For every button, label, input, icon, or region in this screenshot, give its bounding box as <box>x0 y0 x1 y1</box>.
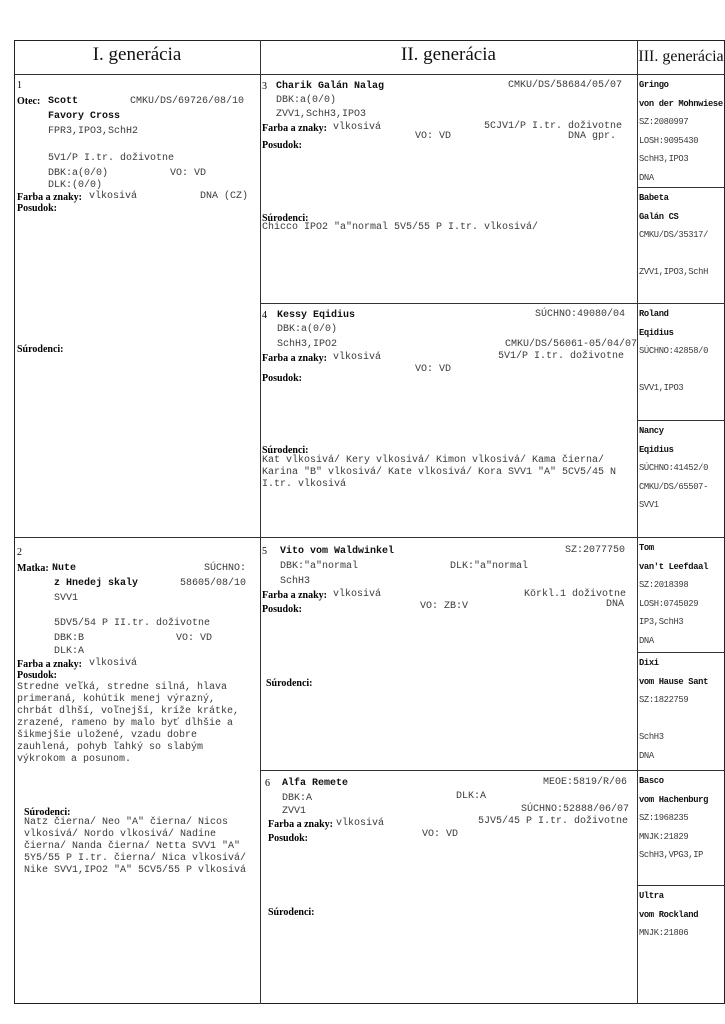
dog-vo: VO: VD <box>422 829 459 840</box>
sire-kennel: Favory Cross <box>48 111 121 122</box>
gen3-divider <box>637 187 725 188</box>
dog-dlk: DLK:A <box>456 791 487 802</box>
sire-number: 1 <box>17 80 22 91</box>
dog-kennel: vom Hause Sant <box>639 676 709 687</box>
dog-name: Roland <box>639 309 669 319</box>
dog-reg: CMKU/DS/58684/05/07 <box>508 80 623 91</box>
dog-vo: VO: ZB:V <box>420 601 469 612</box>
header-gen3: III. generácia <box>638 48 724 65</box>
sire-titles: FPR3,IPO3,SchH2 <box>48 126 139 137</box>
sire-siblings-label: Súrodenci: <box>17 344 64 355</box>
dog-color: vlkosivá <box>333 122 382 133</box>
assessment-line: primeraná, kohútik menej výrazný, <box>17 694 216 705</box>
col-divider-1 <box>260 40 261 1004</box>
sire-color-label: Farba a znaky: <box>17 192 82 203</box>
dog-kennel: vom Hachenburg <box>639 794 709 805</box>
header-divider <box>14 74 725 75</box>
dog-name: Babeta <box>639 193 669 203</box>
dog-info: DNA <box>639 750 654 761</box>
col-divider-2 <box>637 40 638 1004</box>
siblings-line: Nike SVV1,IPO2 "A" 5CV5/55 P vlkosivá <box>24 865 247 876</box>
dog-color: vlkosivá <box>333 589 382 600</box>
dog-name: Kessy Eqidius <box>277 310 356 321</box>
assessment-line: šikmejšie uložené, vzadu dobre <box>17 730 198 741</box>
siblings-line: čierna/ Nanda čierna/ Netta SVV1 "A" <box>24 841 241 852</box>
gen3-divider <box>637 652 725 653</box>
dog-info: DNA <box>639 172 654 183</box>
sire-reg: CMKU/DS/69726/08/10 <box>130 96 245 107</box>
dog-kennel: Galán CS <box>639 211 679 222</box>
dog-titles: SchH3,IPO2 <box>277 339 338 350</box>
dog-reg: SZ:2077750 <box>565 545 626 556</box>
dam-number: 2 <box>17 547 22 558</box>
dog-dbk: DBK:"a"normal <box>280 561 359 572</box>
dog-info: SchH3 <box>639 732 664 742</box>
assessment-label: Posudok: <box>262 140 303 151</box>
dog-info: SVV1 <box>639 500 659 510</box>
dog-grading: 5CJV1/P I.tr. doživotne <box>484 121 623 132</box>
dog-number: 3 <box>262 81 267 92</box>
dog-dna: DNA <box>606 599 625 610</box>
siblings-label: Súrodenci: <box>266 678 313 689</box>
dam-color-label: Farba a znaky: <box>17 659 82 670</box>
sire-vo: VO: VD <box>170 168 207 179</box>
dam-dbk: DBK:B <box>54 633 85 644</box>
assessment-line: zauhlená, pohyb ľahký so slabým <box>17 742 204 753</box>
siblings-label: Súrodenci: <box>268 907 315 918</box>
dog-reg: SÚCHNO:49080/04 <box>535 309 626 320</box>
dog-dbk: DBK:A <box>282 793 313 804</box>
dog-info: SÚCHNO:41452/0 <box>639 463 709 473</box>
dog-grading: Körkl.1 doživotne <box>524 589 627 600</box>
dam-kennel: z Hnedej skaly <box>54 578 139 589</box>
dog-name: Basco <box>639 776 664 786</box>
dog-siblings: Kat vlkosivá/ Kery vlkosivá/ Kimon vlkosivá/ Kama čierna/ <box>262 455 605 466</box>
assessment-line: chrbát dlhší, voľnejší, kríže krátke, <box>17 706 240 717</box>
dog-number: 4 <box>262 310 267 321</box>
color-label: Farba a znaky: <box>262 353 327 364</box>
dog-name: Dixi <box>639 658 659 668</box>
gen3-divider <box>637 885 725 886</box>
dam-name: Nute <box>52 563 77 574</box>
assessment-label: Posudok: <box>262 604 303 615</box>
dog-info: MNJK:21806 <box>639 928 689 938</box>
dog-reg: MEOE:5819/R/06 <box>543 777 628 788</box>
dog-info: SZ:1968235 <box>639 813 689 823</box>
assessment-label: Posudok: <box>268 833 309 844</box>
dog-number: 5 <box>262 546 267 557</box>
dog-color: vlkosivá <box>336 818 385 829</box>
dog-reg2: SÚCHNO:52888/06/07 <box>521 804 630 815</box>
dog-info: SZ:1822759 <box>639 695 689 705</box>
dog-name: Gringo <box>639 80 669 90</box>
dog-dbk: DBK:a(0/0) <box>277 324 338 335</box>
dog-name: Alfa Remete <box>282 778 349 789</box>
color-label: Farba a znaky: <box>268 819 333 830</box>
dog-kennel: von der Mohnwiese <box>639 98 723 109</box>
dam-dlk: DLK:A <box>54 646 85 657</box>
sire-color: vlkosivá <box>89 191 138 202</box>
dog-info: MNJK:21829 <box>639 831 689 842</box>
dog-info: DNA <box>639 635 654 646</box>
dog-color: vlkosivá <box>333 352 382 363</box>
dam-reg-label: SÚCHNO: <box>204 563 247 574</box>
dam-siblings-label: Súrodenci: <box>24 807 71 818</box>
siblings-label: Súrodenci: <box>262 445 309 456</box>
dog-dbk: DBK:a(0/0) <box>276 95 337 106</box>
dog-name: Vito vom Waldwinkel <box>280 546 395 557</box>
dog-kennel: Eqidius <box>639 327 674 338</box>
sire-grading: 5V1/P I.tr. doživotne <box>48 153 175 164</box>
dog-kennel: van't Leefdaal <box>639 561 709 572</box>
sire-dlk: DLK:(0/0) <box>48 180 103 191</box>
dog-vo: VO: VD <box>415 131 452 142</box>
sire-dbk: DBK:a(0/0) <box>48 168 109 179</box>
sire-name: Scott <box>48 96 79 107</box>
dog-name: Nancy <box>639 426 664 436</box>
dog-siblings: Chicco IPO2 "a"normal 5V5/55 P I.tr. vlkosivá/ <box>262 222 539 233</box>
dog-info: SVV1,IPO3 <box>639 383 684 393</box>
gen2-divider <box>260 770 725 771</box>
siblings-line: 5Y5/55 P I.tr. čierna/ Nica vlkosivá/ <box>24 853 247 864</box>
dog-number: 6 <box>265 778 270 789</box>
gen3-divider <box>637 420 725 421</box>
sire-assessment-label: Posudok: <box>17 203 58 214</box>
siblings-line: Natz čierna/ Neo "A" čierna/ Nicos <box>24 817 229 828</box>
gen1-divider <box>14 537 725 538</box>
header-gen1: I. generácia <box>92 44 182 65</box>
dam-vo: VO: VD <box>176 633 213 644</box>
dog-grading: 5JV5/45 P I.tr. doživotne <box>478 816 629 827</box>
dog-info: SÚCHNO:42858/0 <box>639 346 709 356</box>
dog-info: SZ:2080997 <box>639 117 689 127</box>
dog-grading: 5V1/P I.tr. doživotne <box>498 351 625 362</box>
dog-kennel: Eqidius <box>639 444 674 455</box>
dog-titles: SchH3 <box>280 576 311 587</box>
dog-info: SchH3,VPG3,IP <box>639 850 704 860</box>
dog-info: IP3,SchH3 <box>639 617 684 627</box>
dog-kennel: vom Rockland <box>639 909 699 920</box>
assessment-label: Posudok: <box>262 373 303 384</box>
dam-assessment-label: Posudok: <box>17 670 58 681</box>
dog-info: SchH3,IPO3 <box>639 154 689 164</box>
dog-info: LOSH:9095430 <box>639 135 699 146</box>
dog-titles: ZVV1 <box>282 806 307 817</box>
dog-vo: VO: VD <box>415 364 452 375</box>
dam-reg: 58605/08/10 <box>180 578 247 589</box>
assessment-line: Stredne veľká, stredne silná, hlava <box>17 682 228 693</box>
dog-reg2: CMKU/DS/56061-05/04/07 <box>505 339 638 350</box>
color-label: Farba a znaky: <box>262 123 327 134</box>
dam-color: vlkosivá <box>89 658 138 669</box>
dog-info: LOSH:0745029 <box>639 598 699 609</box>
siblings-line: vlkosivá/ Nordo vlkosivá/ Nadine <box>24 829 217 840</box>
dog-dlk: DLK:"a"normal <box>450 561 529 572</box>
dam-grading: 5DV5/54 P II.tr. doživotne <box>54 618 211 629</box>
assessment-line: zrazené, rameno by malo byť dlhšie a <box>17 718 234 729</box>
dog-info: CMKU/DS/35317/ <box>639 230 709 240</box>
gen2-divider <box>260 303 725 304</box>
dog-siblings: Karina "B" vlkosivá/ Kate vlkosivá/ Kora SVV1 "A" 5CV5/45 N <box>262 467 617 478</box>
assessment-line: výkrokom a posunom. <box>17 754 132 765</box>
dog-dna: DNA gpr. <box>568 131 617 142</box>
dog-name: Ultra <box>639 891 664 901</box>
dam-titles: SVV1 <box>54 593 79 604</box>
dog-info: CMKU/DS/65507- <box>639 481 709 492</box>
dog-name: Tom <box>639 543 654 553</box>
dog-siblings: I.tr. vlkosivá <box>262 479 347 490</box>
dam-label: Matka: <box>17 563 49 574</box>
sire-label: Otec: <box>17 96 41 107</box>
dog-info: ZVV1,IPO3,SchH <box>639 267 709 277</box>
sire-dna: DNA (CZ) <box>200 191 249 202</box>
dog-name: Charik Galán Nalag <box>276 81 385 92</box>
dog-titles: ZVV1,SchH3,IPO3 <box>276 109 367 120</box>
header-gen2: II. generácia <box>401 44 496 65</box>
dog-info: SZ:2018398 <box>639 580 689 590</box>
color-label: Farba a znaky: <box>262 590 327 601</box>
siblings-label: Súrodenci: <box>262 213 309 224</box>
